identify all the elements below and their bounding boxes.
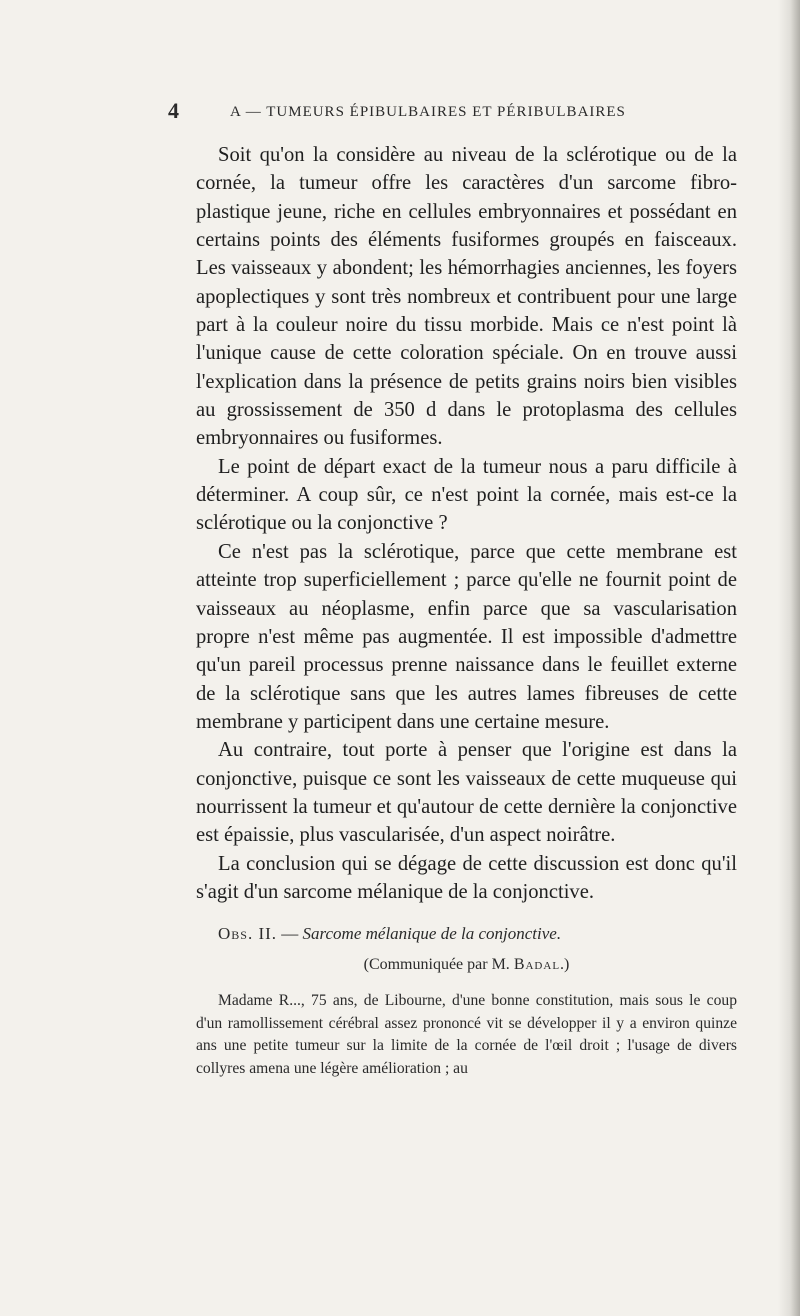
running-head-title: A — TUMEURS ÉPIBULBAIRES ET PÉRIBULBAIRES <box>230 104 626 120</box>
page-edge-shadow <box>778 0 800 1316</box>
communique-prefix: (Communiquée par M. <box>363 956 510 974</box>
case-description: Madame R..., 75 ans, de Libourne, d'une bonne constitution, mais sous le coup d'un ramollissement cérébral assez prononcé vit se développer il y a environ quinze ans une petite tumeur sur la limite de la cornée de l'œil droit ; l'usage de divers collyres amena une légère amélioration ; au <box>196 992 737 1078</box>
body-text <box>196 141 737 1081</box>
observation-title: Sarcome mélanique de la conjonctive. <box>302 924 562 944</box>
communique-suffix: .) <box>560 956 570 974</box>
page-number: 4 <box>168 98 179 123</box>
observation-heading <box>196 922 737 946</box>
paragraph-conjunctiva: Au contraire, tout porte à penser que l'origine est dans la conjonctive, puisque ce sont les vaisseaux de cette muqueuse qui nourrissent la tumeur et qu'autour de cette dernière la conjonctive est épaissie, plus vascularisée, d'un aspect noirâtre. <box>196 739 737 847</box>
observation-dash: — <box>281 924 299 944</box>
paragraph-conclusion: La conclusion qui se dégage de cette discussion est donc qu'il s'agit d'un sarcome mélanique de la conjonctive. <box>196 852 737 903</box>
paragraph-origin-question: Le point de départ exact de la tumeur nous a paru difficile à déterminer. A coup sûr, ce n'est point la cornée, mais est-ce la sclérotique ou la conjonctive ? <box>196 455 737 535</box>
paragraph-not-sclerotic: Ce n'est pas la sclérotique, parce que cette membrane est atteinte trop superficiellement ; parce qu'elle ne fournit point de vaisseaux au néoplasme, enfin parce que sa vascularisation propre n'est même pas augmentée. Il est impossible d'admettre qu'un pareil processus prenne naissance dans le feuillet externe de la sclérotique sans que les autres lames fibreuses de cette membrane y participent dans une certaine mesure. <box>196 540 737 733</box>
communique-author: Badal <box>513 956 561 974</box>
paragraph-histology: Soit qu'on la considère au niveau de la sclérotique ou de la cornée, la tumeur offre les caractères d'un sarcome fibro-plastique jeune, riche en cellules embryonnaires et possédant en certains points des éléments fusiformes groupés en faisceaux. Les vaisseaux y abondent; les hémorrhagies anciennes, les foyers apoplectiques y sont très nombreux et contribuent pour une large part à la couleur noire du tissu morbide. Mais ce n'est point là l'unique cause de cette coloration spéciale. On en trouve aussi l'explication dans la présence de petits grains noirs bien visibles au grossissement de 350 d dans le protoplasma des cellules embryonnaires ou fusiformes. <box>196 144 737 450</box>
communique-line <box>196 954 737 976</box>
observation-label: Obs. II. <box>218 924 278 944</box>
